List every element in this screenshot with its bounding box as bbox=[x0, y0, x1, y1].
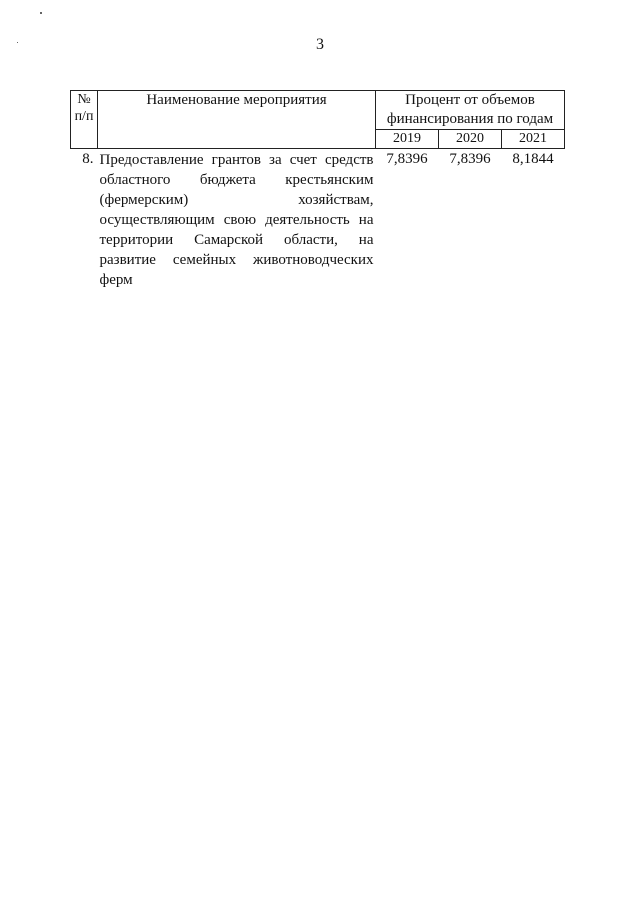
funding-table bbox=[70, 90, 565, 290]
table-row bbox=[71, 149, 565, 291]
row-value-2021: 8,1844 bbox=[512, 151, 554, 167]
header-year-2020: 2020 bbox=[439, 130, 502, 149]
row-value-2020: 7,8396 bbox=[449, 151, 491, 167]
scan-speck bbox=[40, 12, 42, 14]
page-number: 3 bbox=[316, 36, 324, 53]
header-percent: Процент от объемов финансирования по годам bbox=[376, 91, 565, 130]
header-name: Наименование мероприятия bbox=[98, 91, 376, 149]
header-year-2019: 2019 bbox=[376, 130, 439, 149]
row-value-2019: 7,8396 bbox=[386, 151, 428, 167]
header-year-2021: 2021 bbox=[502, 130, 565, 149]
row-name: Предоставление грантов за счет средств областного бюджета крестьянским (фермерским) хозяйствам, осуществляющим свою деятельность на территории Самарской области, на развитие семейных животноводческих ферм bbox=[99, 152, 374, 288]
row-number: 8. bbox=[82, 151, 94, 167]
header-number: № п/п bbox=[71, 91, 98, 149]
table-header-row bbox=[71, 91, 565, 130]
